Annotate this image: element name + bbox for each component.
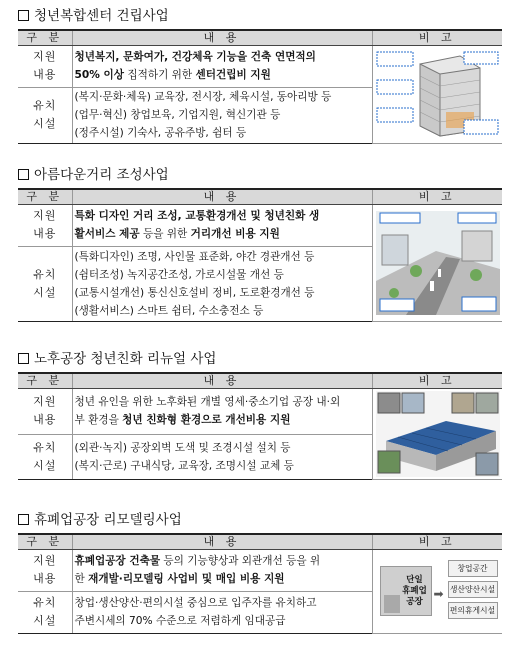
row-label-support: 지원 내용 <box>18 204 72 246</box>
bold-text: 청년 친화형 환경으로 개선비용 지원 <box>122 414 291 427</box>
square-bullet-icon <box>18 353 29 364</box>
header-content: 내 용 <box>72 373 372 388</box>
text: 한 <box>74 573 89 585</box>
facilities-content <box>72 591 372 633</box>
row-label-support: 지원 내용 <box>18 388 72 435</box>
content-line <box>75 88 370 106</box>
info-table <box>18 188 502 322</box>
text: (업무·혁신) 창업보육, 기업지원, 혁신기관 등 <box>74 109 281 121</box>
diagram-left-line: 공장 <box>406 597 423 607</box>
content-line <box>75 124 370 142</box>
factory-icon <box>384 595 400 613</box>
content-line <box>75 66 370 84</box>
content-line <box>75 594 370 612</box>
square-bullet-icon <box>18 514 29 525</box>
text: 부 환경을 <box>74 414 123 427</box>
text: 집적하기 위한 <box>124 69 196 81</box>
header-note: 비 고 <box>372 30 502 45</box>
row-label-support: 지원 내용 <box>18 45 72 87</box>
result-item: 창업공간 <box>448 560 498 577</box>
content-line <box>75 457 370 475</box>
text: (복지·문화·체육) 교육장, 전시장, 체육시설, 동아리방 등 <box>74 91 332 103</box>
text: (정주시설) 기숙사, 공유주방, 쉼터 등 <box>74 127 247 139</box>
header-content: 내 용 <box>72 30 372 45</box>
building-illustration <box>372 45 502 143</box>
section-title: 휴폐업공장 리모델링사업 <box>18 511 502 529</box>
content-line <box>75 225 370 243</box>
bold-text: 청년복지, 문화여가, 건강체육 기능을 건축 연면적의 <box>74 51 316 63</box>
content-line <box>75 302 370 320</box>
header-category: 구 분 <box>18 534 72 549</box>
result-item: 생산양산시설 <box>448 581 498 598</box>
info-table <box>18 372 502 480</box>
header-category: 구 분 <box>18 373 72 388</box>
header-content: 내 용 <box>72 189 372 204</box>
bold-text: 활서비스 제공 <box>74 228 140 240</box>
diagram-left-line: 단일 <box>406 575 423 585</box>
factory-illustration <box>372 388 502 479</box>
section-old-factory-renewal <box>18 350 502 480</box>
text: (생활서비스) 스마트 쉼터, 수소충전소 등 <box>74 304 264 317</box>
header-note: 비 고 <box>372 534 502 549</box>
content-line <box>75 48 370 66</box>
info-table <box>18 533 502 634</box>
content-line <box>75 106 370 124</box>
bold-text: 센터건립비 지원 <box>195 69 271 81</box>
text: (특화디자인) 조명, 사인물 표준화, 야간 경관개선 등 <box>74 250 315 263</box>
facilities-content <box>72 246 372 321</box>
content-line <box>75 411 370 429</box>
result-item: 편의휴게시설 <box>448 602 498 619</box>
row-label-facilities: 유치 시설 <box>18 591 72 633</box>
facilities-content <box>72 435 372 479</box>
support-content <box>72 45 372 87</box>
diagram-left-line: 휴폐업 <box>402 586 427 596</box>
text: 창업·생산양산·편의시설 중심으로 입주자를 유치하고 <box>74 597 317 609</box>
info-table <box>18 29 502 144</box>
section-youth-complex-center <box>18 7 502 144</box>
content-line <box>75 612 370 630</box>
header-category: 구 분 <box>18 30 72 45</box>
content-line <box>75 570 370 588</box>
bold-text: 특화 디자인 거리 조성, 교통환경개선 및 청년친화 생 <box>74 210 320 222</box>
section-title: 아름다운거리 조성사업 <box>18 166 502 184</box>
street-illustration <box>372 204 502 321</box>
header-note: 비 고 <box>372 189 502 204</box>
content-line <box>75 284 370 302</box>
text: 등을 위한 <box>139 228 191 240</box>
factory-block <box>380 566 432 616</box>
remodel-diagram <box>372 549 502 633</box>
text: 청년 유인을 위한 노후화된 개별 영세·중소기업 공장 내·외 <box>74 396 341 409</box>
content-line <box>75 248 370 266</box>
content-line <box>75 266 370 284</box>
text: 등의 기능향상과 외관개선 등을 위 <box>160 555 321 567</box>
content-line <box>75 439 370 457</box>
square-bullet-icon <box>18 169 29 180</box>
content-line <box>75 207 370 225</box>
row-label-facilities: 유치 시설 <box>18 435 72 479</box>
section-beautiful-street <box>18 166 502 322</box>
support-content <box>72 204 372 246</box>
result-list <box>448 560 498 619</box>
support-content <box>72 549 372 591</box>
row-label-support: 지원 내용 <box>18 549 72 591</box>
section-title: 노후공장 청년친화 리뉴얼 사업 <box>18 350 502 368</box>
text: (교통시설개선) 통신신호설비 정비, 도로환경개선 등 <box>74 286 315 299</box>
header-category: 구 분 <box>18 189 72 204</box>
row-label-facilities: 유치 시설 <box>18 87 72 143</box>
row-label-facilities: 유치 시설 <box>18 246 72 321</box>
header-note: 비 고 <box>372 373 502 388</box>
bold-text: 50% 이상 <box>74 69 125 81</box>
bold-text: 거리개선 비용 지원 <box>190 228 280 240</box>
square-bullet-icon <box>18 10 29 21</box>
content-line <box>75 393 370 411</box>
support-content <box>72 388 372 435</box>
bold-text: 재개발·리모델링 사업비 및 매입 비용 지원 <box>88 573 285 585</box>
arrow-right-icon: ➡ <box>433 587 444 601</box>
bold-text: 휴폐업공장 건축물 <box>74 555 161 567</box>
facilities-content <box>72 87 372 143</box>
text: (외관·녹지) 공장외벽 도색 및 조경시설 설치 등 <box>74 441 291 454</box>
content-line <box>75 552 370 570</box>
section-closed-factory-remodeling <box>18 511 502 634</box>
text: (쉼터조성) 녹지공간조성, 가로시설물 개선 등 <box>74 268 284 281</box>
text: 주변시세의 70% 수준으로 저렴하게 임대공급 <box>74 615 286 627</box>
header-content: 내 용 <box>72 534 372 549</box>
text: (복지·근로) 구내식당, 교육장, 조명시설 교체 등 <box>74 459 294 472</box>
section-title: 청년복합센터 건립사업 <box>18 7 502 25</box>
